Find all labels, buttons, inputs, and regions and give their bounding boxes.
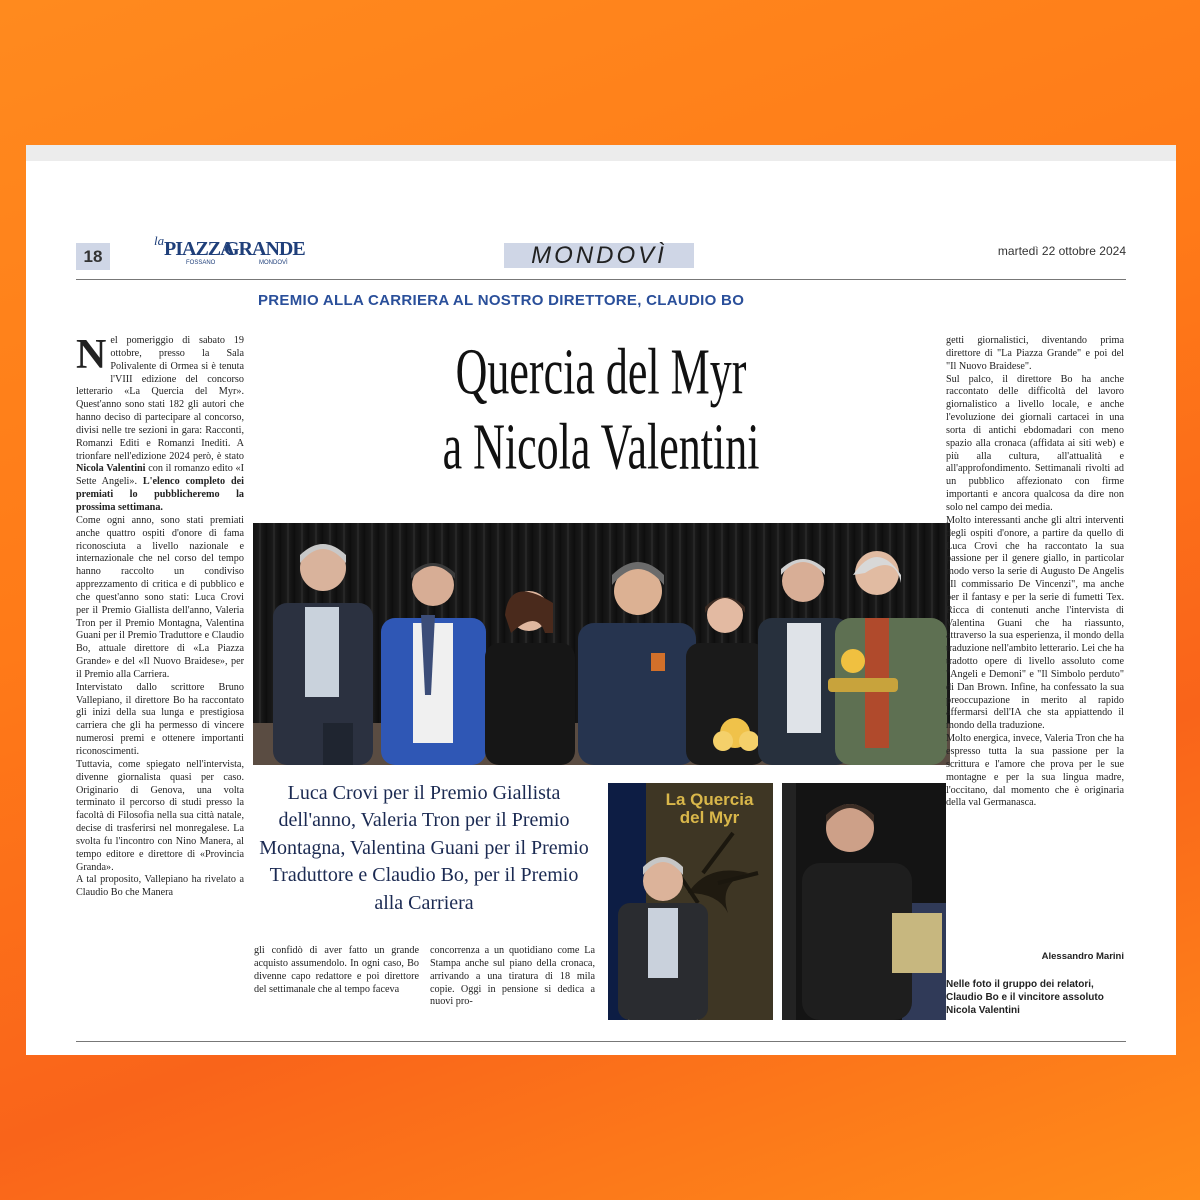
logo-sub-mondovi: MONDOVÌ [259,260,288,266]
header-rule [76,279,1126,280]
valentini-photo [782,783,946,1020]
valentini-image [782,783,946,1020]
page-top-strip [26,145,1176,161]
author-signature: Alessandro Marini [1041,951,1124,962]
paragraph-col4-1: getti giornalistici, diventando prima direttore di "La Piazza Grande" e poi del "Il Nuovo Braidese". [946,335,1124,372]
paragraph-col4-2: Sul palco, il direttore Bo ha anche raccontato delle difficoltà del lavoro giornalistico a livello locale, e anche l'evoluzione dei giornali cartacei in una sorta di antichi ebdomadari con meno spazio alla cronaca (affidata ai siti web) e più alla cultura, all'attualità e all'approfondimento. Settimanali rivolti ad un pubblico affezionato con firme importanti e ancora qualcosa da dire non solo nel campo dei media. [946,373,1124,513]
winner-name: Nicola Valentini [76,463,146,475]
logo-grande: GRANDE [224,238,305,260]
photo-credit-caption: Nelle foto il gruppo dei relatori, Claudio Bo e il vincitore assoluto Nicola Valentini [946,979,1104,1016]
article-column-2: gli confidò di aver fatto un grande acquisto assumendolo. In ogni caso, Bo divenne capo redattore e poi direttore del settimanale che al tempo faceva [254,945,419,995]
paragraph-4: Tuttavia, come spiegato nell'intervista, divenne giornalista quasi per caso. Originario di Genova, una volta terminato il percorso di studi presso la facoltà di Filosofia nella sua città natale, decise di trasferirsi nel monregalese. La svolta fu l'incontro con Nino Manera, al tempo editore e direttore di «Provincia Granda». [76,758,244,873]
claudio-bo-photo [608,783,773,1020]
newspaper-page [26,145,1176,1055]
article-headline [281,335,921,484]
paragraph-col4-3: Molto interessanti anche gli altri interventi degli ospiti d'onore, a partire da quello di Luca Crovi che ha raccontato la sua passione per il genere giallo, in particolar modo verso la serie di Augusto De Angelis "Il commissario De Vincenzi", ma anche per il fantasy e per la serie di fumetti Tex. Ricca di contenuti anche l'intervista di Valentina Guani che ha riassunto, attraverso la sua esperienza, il mondo della traduzione nell'ambito letterario. Lei che ha tradotto opere di livello assoluto come "Angeli e Demoni" e "Il Simbolo perduto" di Dan Brown. Infine, ha confessato la sua preoccupazione in merito al rapido affermarsi dell'IA che sta appiattendo il mondo della traduzione. [946,514,1124,732]
article-column-4 [946,335,1124,950]
winners-note: L'elenco completo dei premiati lo pubblicheremo la prossima settimana. [76,476,244,513]
paragraph-intro [76,332,245,515]
article-column-1 [76,332,245,1025]
paragraph-3: Intervistato dallo scrittore Bruno Vallepiano, il direttore Bo ha raccontato gli inizi della sua lunga e prestigiosa carriera che gli ha permesso di vincere numerosi premi e ottenere importanti riconoscimenti. [76,681,244,757]
paragraph-5: A tal proposito, Vallepiano ha rivelato a Claudio Bo che Manera [76,874,244,899]
page-number: 18 [76,243,110,270]
group-photo [253,523,950,765]
photo-award-caption: Luca Crovi per il Premio Giallista dell'anno, Valeria Tron per il Premio Montagna, Valentina Guani per il Premio Traduttore e Claudio Bo, per il Premio alla Carriera [259,782,589,914]
logo-piazza: PIAZZA [164,238,234,260]
footer-rule [76,1041,1126,1042]
section-label: MONDOVÌ [504,243,694,268]
poster-title [646,791,773,827]
paragraph-2: Come ogni anno, sono stati premiati anche quattro ospiti d'onore di fama riconosciuta a livello nazionale e internazionale che nel corso del tempo hanno raccolto un condiviso apprezzamento di critica e di pubblico e che quest'anno sono stati: Luca Crovi per il Premio Giallista dell'anno, Valeria Tron per il Premio Montagna, Valentina Guani per il Premio Traduttore e Claudio Bo, attuale direttore di «La Piazza Grande» e del «Il Nuovo Braidese», per il Premio alla Carriera. [76,514,244,680]
article-kicker: PREMIO ALLA CARRIERA AL NOSTRO DIRETTORE, CLAUDIO BO [258,292,745,309]
intro-text: el pomeriggio di sabato 19 ottobre, presso la Sala Polivalente di Ormea si è tenuta l'VIII edizione del concorso letterario «La Quercia del Myr». Quest'anno sono stati 182 gli autori che hanno deciso di partecipare al concorso, divisi nelle tre sezioni in gara: Racconti, Romanzi Editi e Romanzi Inediti. A trionfare nell'edizione 2024 però, è stato [76,335,244,462]
drop-cap: N [76,332,107,378]
newspaper-logo [154,233,305,273]
article-column-3: concorrenza a un quotidiano come La Stampa anche sul piano della cronaca, arrivando a una tiratura di 18 mila copie. Oggi in pensione si dedica a nuovi pro- [430,945,595,1008]
headline-line-1: Quercia del Myr [455,335,747,409]
headline-line-2: a Nicola Valentini [442,409,760,484]
poster-line-1: La Quercia [665,790,754,809]
intro-text-2: con il romanzo edito «I Sette Angeli». [76,463,245,488]
logo-sub-fossano: FOSSANO [186,260,216,266]
poster-line-2: del Myr [679,807,740,827]
paragraph-col4-4: Molto energica, invece, Valeria Tron che ha espresso tutta la sua passione per la scrittura e l'amore che prova per le sue montagne e per la sua lingua madre, l'occitano, dal momento che è originaria della val Germanasca. [946,733,1124,809]
group-photo-image [253,523,950,765]
issue-date: martedì 22 ottobre 2024 [997,244,1126,258]
logo-la: la [154,233,165,248]
